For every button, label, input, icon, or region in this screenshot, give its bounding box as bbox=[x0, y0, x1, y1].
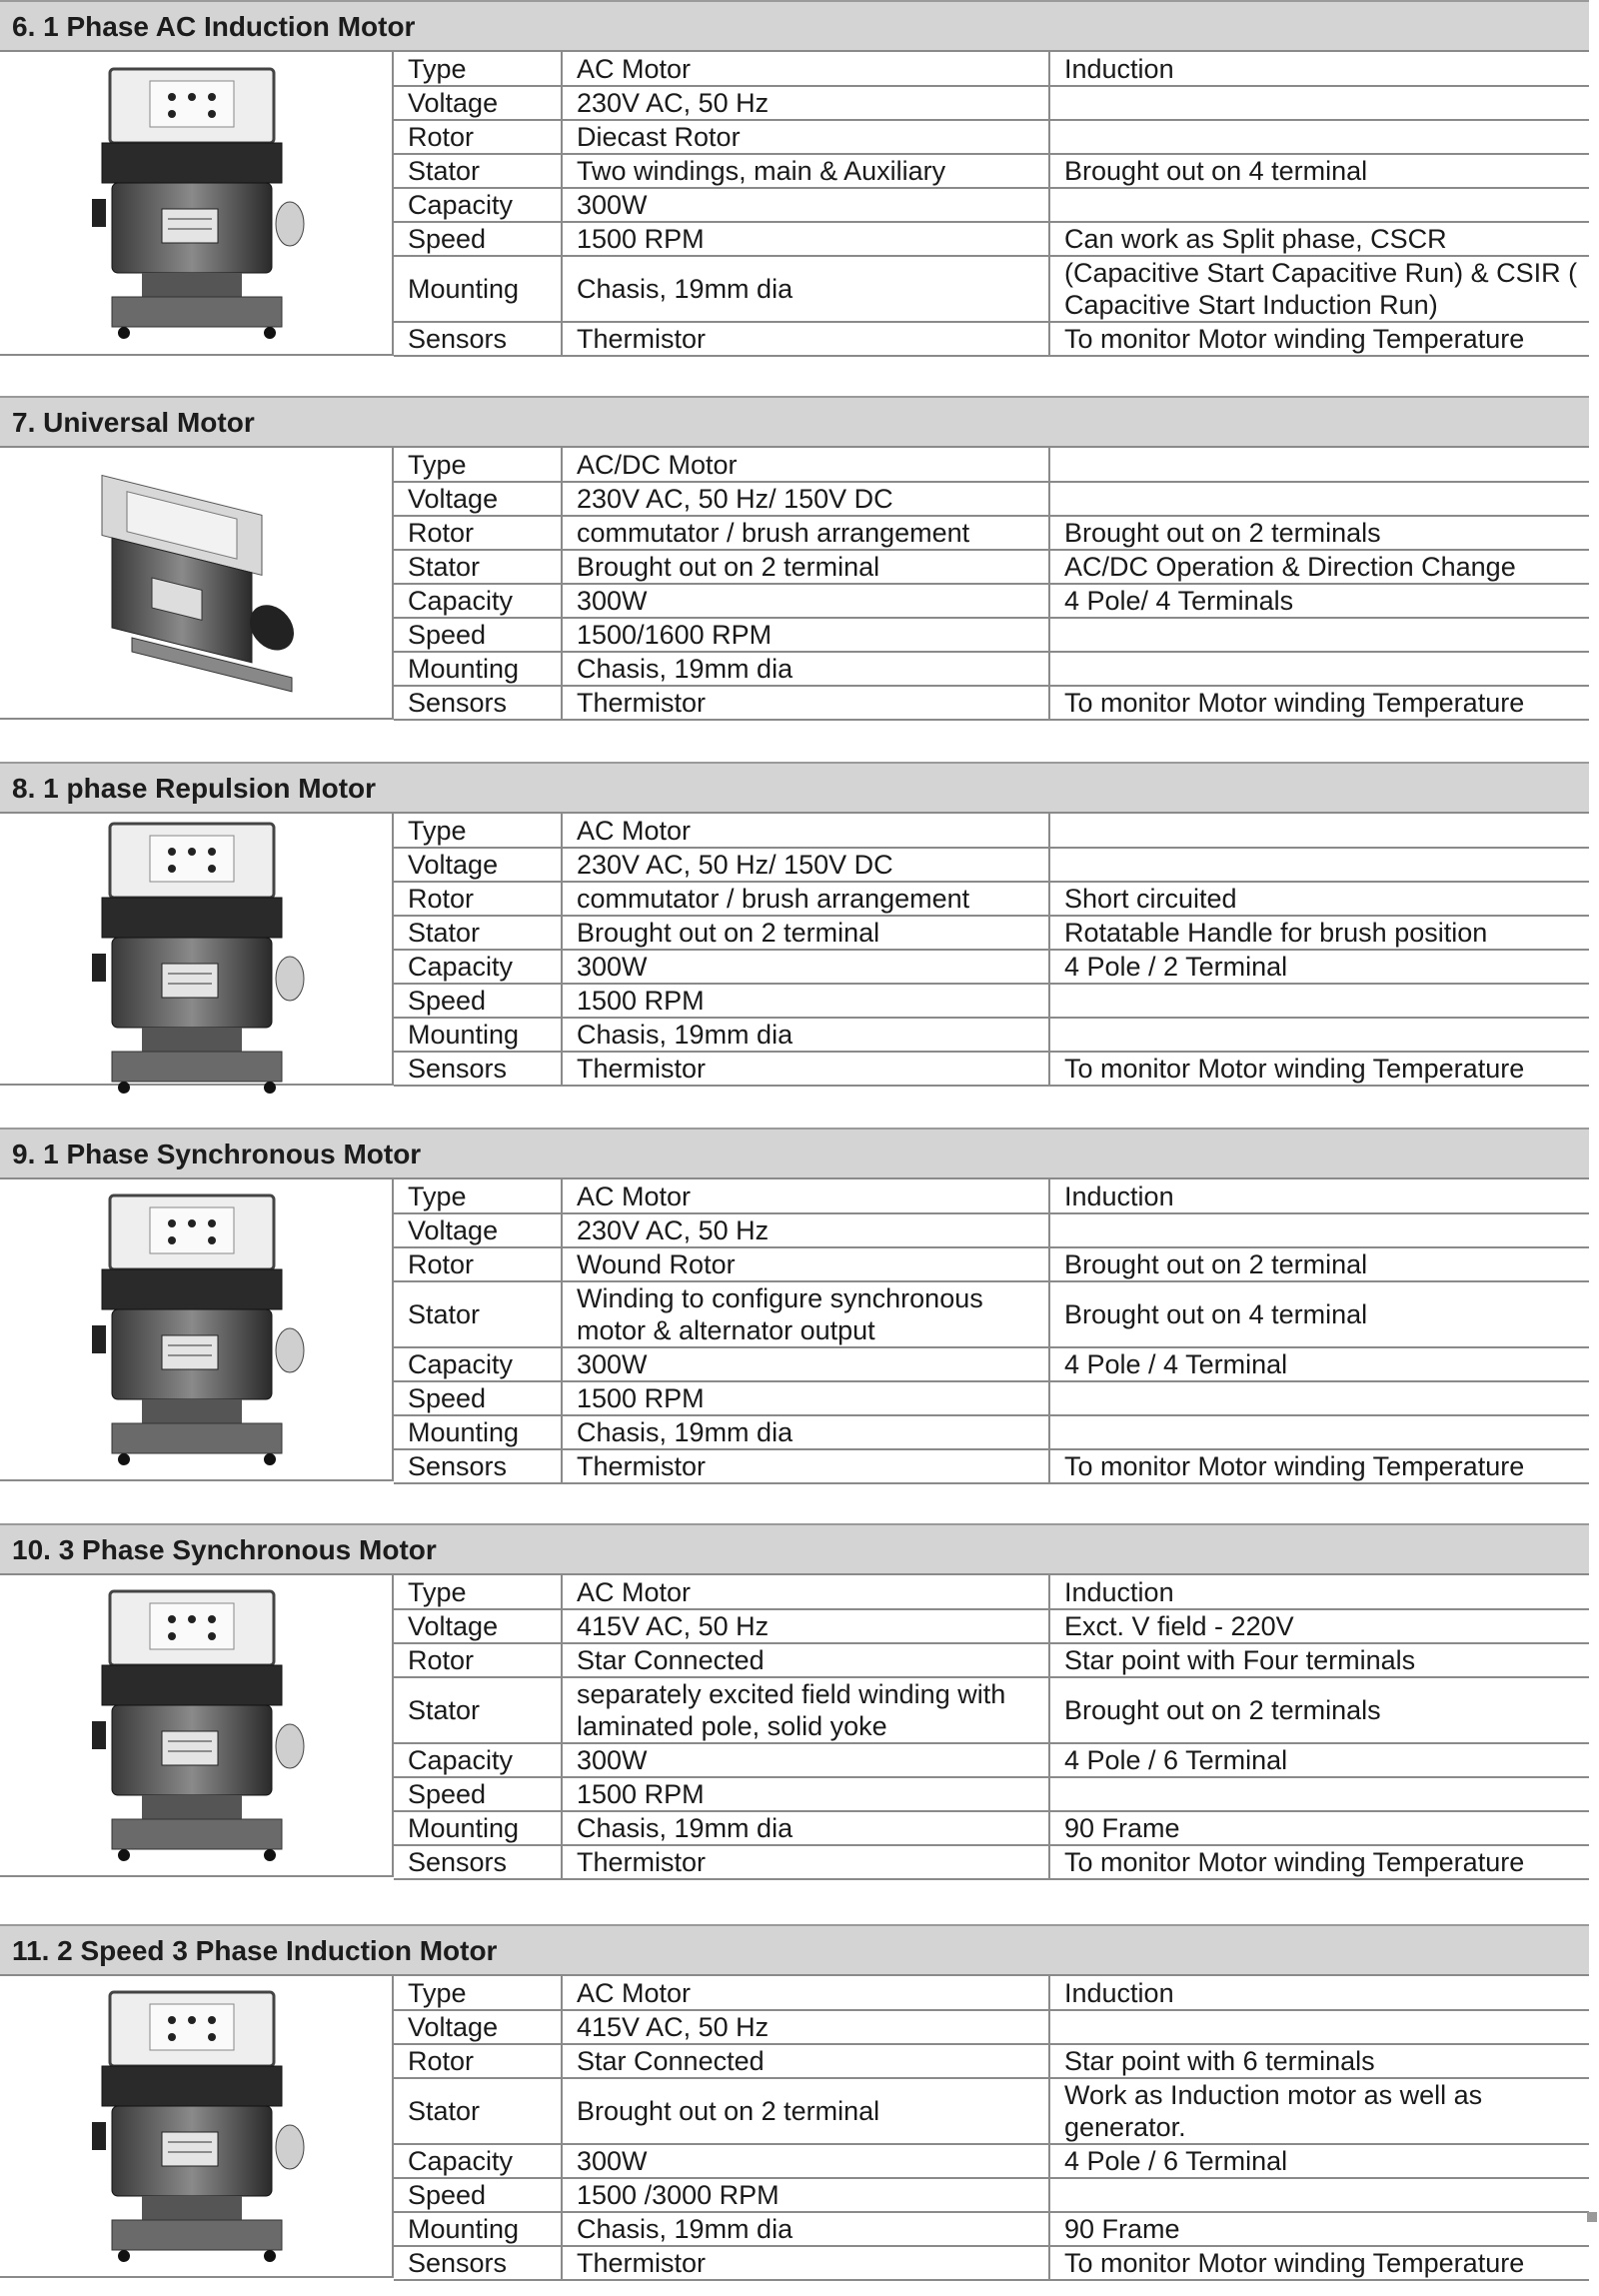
spec-label: Stator bbox=[394, 916, 562, 950]
spec-value: AC Motor bbox=[562, 1179, 1049, 1213]
spec-note bbox=[1049, 848, 1589, 882]
spec-value: 1500 RPM bbox=[562, 222, 1049, 256]
spec-row bbox=[394, 1449, 1589, 1483]
spec-label: Speed bbox=[394, 2178, 562, 2212]
spec-note: Work as Induction motor as well as generator. bbox=[1049, 2078, 1589, 2144]
spec-row bbox=[394, 2144, 1589, 2178]
spec-label: Sensors bbox=[394, 1449, 562, 1483]
spec-value: Thermistor bbox=[562, 1845, 1049, 1879]
spec-label: Voltage bbox=[394, 482, 562, 516]
spec-note: Induction bbox=[1049, 1575, 1589, 1609]
spec-value: 300W bbox=[562, 584, 1049, 618]
spec-value: 1500 RPM bbox=[562, 984, 1049, 1018]
spec-row bbox=[394, 2044, 1589, 2078]
spec-row bbox=[394, 1381, 1589, 1415]
spec-label: Mounting bbox=[394, 2212, 562, 2246]
spec-value: 415V AC, 50 Hz bbox=[562, 2010, 1049, 2044]
spec-note bbox=[1049, 482, 1589, 516]
spec-label: Capacity bbox=[394, 950, 562, 984]
spec-label: Type bbox=[394, 52, 562, 86]
motor-photo-cell bbox=[0, 1976, 394, 2278]
page-edge-mark bbox=[1587, 2212, 1597, 2222]
spec-note bbox=[1049, 2010, 1589, 2044]
spec-label: Stator bbox=[394, 1281, 562, 1347]
spec-row bbox=[394, 1677, 1589, 1743]
spec-value: Chasis, 19mm dia bbox=[562, 2212, 1049, 2246]
spec-value: 230V AC, 50 Hz bbox=[562, 1213, 1049, 1247]
section-title: 8. 1 phase Repulsion Motor bbox=[0, 762, 1589, 814]
spec-note: Exct. V field - 220V bbox=[1049, 1609, 1589, 1643]
spec-label: Type bbox=[394, 1575, 562, 1609]
spec-note: To monitor Motor winding Temperature bbox=[1049, 1845, 1589, 1879]
spec-note bbox=[1049, 652, 1589, 686]
spec-label: Voltage bbox=[394, 86, 562, 120]
spec-label: Voltage bbox=[394, 1609, 562, 1643]
spec-row bbox=[394, 1415, 1589, 1449]
spec-note: 4 Pole / 6 Terminal bbox=[1049, 1743, 1589, 1777]
spec-value: Chasis, 19mm dia bbox=[562, 1811, 1049, 1845]
spec-row bbox=[394, 1845, 1589, 1879]
spec-row bbox=[394, 550, 1589, 584]
motor-photo-cell bbox=[0, 1575, 394, 1877]
spec-label: Sensors bbox=[394, 686, 562, 720]
spec-value: Star Connected bbox=[562, 1643, 1049, 1677]
spec-note bbox=[1049, 2178, 1589, 2212]
spec-note: 90 Frame bbox=[1049, 2212, 1589, 2246]
spec-label: Capacity bbox=[394, 1347, 562, 1381]
spec-row bbox=[394, 1743, 1589, 1777]
spec-note: Brought out on 4 terminal bbox=[1049, 154, 1589, 188]
spec-row bbox=[394, 814, 1589, 848]
spec-value: 1500 RPM bbox=[562, 1381, 1049, 1415]
spec-label: Rotor bbox=[394, 120, 562, 154]
spec-label: Mounting bbox=[394, 1415, 562, 1449]
spec-note: Rotatable Handle for brush position bbox=[1049, 916, 1589, 950]
spec-note: (Capacitive Start Capacitive Run) & CSIR ( Capacitive Start Induction Run) bbox=[1049, 256, 1589, 322]
spec-value: Thermistor bbox=[562, 1052, 1049, 1086]
spec-row bbox=[394, 686, 1589, 720]
spec-value: commutator / brush arrangement bbox=[562, 882, 1049, 916]
spec-note bbox=[1049, 86, 1589, 120]
spec-value: Star Connected bbox=[562, 2044, 1049, 2078]
spec-value: AC Motor bbox=[562, 1976, 1049, 2010]
spec-row bbox=[394, 1976, 1589, 2010]
spec-label: Mounting bbox=[394, 256, 562, 322]
spec-value: commutator / brush arrangement bbox=[562, 516, 1049, 550]
spec-note bbox=[1049, 1213, 1589, 1247]
spec-label: Mounting bbox=[394, 1811, 562, 1845]
spec-label: Rotor bbox=[394, 882, 562, 916]
spec-value: Thermistor bbox=[562, 2246, 1049, 2280]
spec-label: Stator bbox=[394, 550, 562, 584]
spec-label: Type bbox=[394, 1179, 562, 1213]
spec-row bbox=[394, 448, 1589, 482]
spec-row bbox=[394, 1777, 1589, 1811]
spec-value: Chasis, 19mm dia bbox=[562, 1415, 1049, 1449]
spec-label: Capacity bbox=[394, 2144, 562, 2178]
spec-note bbox=[1049, 120, 1589, 154]
spec-value: 415V AC, 50 Hz bbox=[562, 1609, 1049, 1643]
spec-label: Speed bbox=[394, 1777, 562, 1811]
spec-label: Sensors bbox=[394, 322, 562, 356]
spec-label: Stator bbox=[394, 1677, 562, 1743]
spec-label: Capacity bbox=[394, 188, 562, 222]
spec-label: Type bbox=[394, 1976, 562, 2010]
spec-note bbox=[1049, 1381, 1589, 1415]
spec-note: Induction bbox=[1049, 52, 1589, 86]
spec-table bbox=[394, 1179, 1589, 1484]
spec-value: Brought out on 2 terminal bbox=[562, 916, 1049, 950]
spec-note: To monitor Motor winding Temperature bbox=[1049, 686, 1589, 720]
spec-table bbox=[394, 448, 1589, 721]
spec-table bbox=[394, 1976, 1589, 2281]
section-title: 10. 3 Phase Synchronous Motor bbox=[0, 1523, 1589, 1575]
spec-note bbox=[1049, 1018, 1589, 1052]
spec-row bbox=[394, 984, 1589, 1018]
spec-note bbox=[1049, 448, 1589, 482]
spec-note bbox=[1049, 1777, 1589, 1811]
spec-value: 1500 RPM bbox=[562, 1777, 1049, 1811]
spec-row bbox=[394, 618, 1589, 652]
spec-note: 4 Pole / 6 Terminal bbox=[1049, 2144, 1589, 2178]
spec-note bbox=[1049, 984, 1589, 1018]
spec-value: AC/DC Motor bbox=[562, 448, 1049, 482]
spec-value: Brought out on 2 terminal bbox=[562, 550, 1049, 584]
spec-row bbox=[394, 848, 1589, 882]
spec-label: Voltage bbox=[394, 1213, 562, 1247]
spec-row bbox=[394, 2078, 1589, 2144]
spec-label: Mounting bbox=[394, 1018, 562, 1052]
spec-note bbox=[1049, 814, 1589, 848]
spec-label: Speed bbox=[394, 1381, 562, 1415]
spec-table bbox=[394, 1575, 1589, 1880]
spec-row bbox=[394, 1811, 1589, 1845]
spec-value: Thermistor bbox=[562, 1449, 1049, 1483]
spec-value: 230V AC, 50 Hz/ 150V DC bbox=[562, 482, 1049, 516]
spec-label: Sensors bbox=[394, 1052, 562, 1086]
spec-value: AC Motor bbox=[562, 1575, 1049, 1609]
spec-table bbox=[394, 814, 1589, 1087]
spec-row bbox=[394, 584, 1589, 618]
spec-label: Stator bbox=[394, 2078, 562, 2144]
spec-value: Thermistor bbox=[562, 322, 1049, 356]
motor-image-icon bbox=[72, 814, 312, 1104]
spec-note: Brought out on 2 terminals bbox=[1049, 1677, 1589, 1743]
spec-label: Speed bbox=[394, 618, 562, 652]
spec-value: 300W bbox=[562, 188, 1049, 222]
spec-row bbox=[394, 322, 1589, 356]
spec-label: Type bbox=[394, 814, 562, 848]
spec-row bbox=[394, 1281, 1589, 1347]
motor-photo-cell bbox=[0, 448, 394, 720]
spec-row bbox=[394, 882, 1589, 916]
spec-note: To monitor Motor winding Temperature bbox=[1049, 1449, 1589, 1483]
spec-row bbox=[394, 1643, 1589, 1677]
spec-label: Rotor bbox=[394, 1247, 562, 1281]
spec-value: Diecast Rotor bbox=[562, 120, 1049, 154]
spec-row bbox=[394, 222, 1589, 256]
spec-value: 230V AC, 50 Hz/ 150V DC bbox=[562, 848, 1049, 882]
spec-value: Winding to configure synchronous motor & alternator output bbox=[562, 1281, 1049, 1347]
spec-value: Wound Rotor bbox=[562, 1247, 1049, 1281]
spec-row bbox=[394, 2178, 1589, 2212]
spec-note: To monitor Motor winding Temperature bbox=[1049, 1052, 1589, 1086]
spec-row bbox=[394, 482, 1589, 516]
spec-label: Rotor bbox=[394, 1643, 562, 1677]
motor-image-icon bbox=[72, 1185, 312, 1475]
spec-label: Sensors bbox=[394, 2246, 562, 2280]
spec-value: Chasis, 19mm dia bbox=[562, 1018, 1049, 1052]
section-title: 11. 2 Speed 3 Phase Induction Motor bbox=[0, 1924, 1589, 1976]
spec-row bbox=[394, 1018, 1589, 1052]
spec-row bbox=[394, 652, 1589, 686]
spec-row bbox=[394, 516, 1589, 550]
spec-row bbox=[394, 154, 1589, 188]
spec-label: Rotor bbox=[394, 2044, 562, 2078]
spec-note bbox=[1049, 618, 1589, 652]
spec-value: Brought out on 2 terminal bbox=[562, 2078, 1049, 2144]
spec-row bbox=[394, 1213, 1589, 1247]
spec-value: 300W bbox=[562, 1347, 1049, 1381]
spec-note: Can work as Split phase, CSCR bbox=[1049, 222, 1589, 256]
section-title: 9. 1 Phase Synchronous Motor bbox=[0, 1128, 1589, 1179]
spec-note: Brought out on 2 terminal bbox=[1049, 1247, 1589, 1281]
spec-row bbox=[394, 2010, 1589, 2044]
spec-label: Speed bbox=[394, 984, 562, 1018]
spec-label: Capacity bbox=[394, 584, 562, 618]
spec-row bbox=[394, 1052, 1589, 1086]
spec-value: AC Motor bbox=[562, 814, 1049, 848]
spec-value: separately excited field winding with laminated pole, solid yoke bbox=[562, 1677, 1049, 1743]
spec-note: Star point with 6 terminals bbox=[1049, 2044, 1589, 2078]
spec-value: 300W bbox=[562, 1743, 1049, 1777]
spec-label: Type bbox=[394, 448, 562, 482]
spec-note: Brought out on 2 terminals bbox=[1049, 516, 1589, 550]
spec-value: Chasis, 19mm dia bbox=[562, 652, 1049, 686]
spec-row bbox=[394, 950, 1589, 984]
spec-value: Two windings, main & Auxiliary bbox=[562, 154, 1049, 188]
spec-note: Brought out on 4 terminal bbox=[1049, 1281, 1589, 1347]
spec-note: Short circuited bbox=[1049, 882, 1589, 916]
spec-label: Stator bbox=[394, 154, 562, 188]
spec-label: Sensors bbox=[394, 1845, 562, 1879]
spec-row bbox=[394, 86, 1589, 120]
spec-table bbox=[394, 52, 1589, 357]
spec-row bbox=[394, 1247, 1589, 1281]
spec-note: 90 Frame bbox=[1049, 1811, 1589, 1845]
section-title: 7. Universal Motor bbox=[0, 396, 1589, 448]
spec-note bbox=[1049, 1415, 1589, 1449]
spec-note: AC/DC Operation & Direction Change bbox=[1049, 550, 1589, 584]
spec-row bbox=[394, 256, 1589, 322]
spec-row bbox=[394, 2246, 1589, 2280]
spec-note: 4 Pole / 4 Terminal bbox=[1049, 1347, 1589, 1381]
spec-note: Star point with Four terminals bbox=[1049, 1643, 1589, 1677]
motor-image-icon bbox=[72, 448, 312, 738]
spec-row bbox=[394, 2212, 1589, 2246]
spec-label: Voltage bbox=[394, 2010, 562, 2044]
spec-row bbox=[394, 188, 1589, 222]
spec-label: Mounting bbox=[394, 652, 562, 686]
spec-row bbox=[394, 1347, 1589, 1381]
motor-photo-cell bbox=[0, 52, 394, 356]
section-title: 6. 1 Phase AC Induction Motor bbox=[0, 0, 1589, 52]
spec-value: 230V AC, 50 Hz bbox=[562, 86, 1049, 120]
spec-value: Chasis, 19mm dia bbox=[562, 256, 1049, 322]
spec-note: 4 Pole / 2 Terminal bbox=[1049, 950, 1589, 984]
spec-note: To monitor Motor winding Temperature bbox=[1049, 2246, 1589, 2280]
spec-note: 4 Pole/ 4 Terminals bbox=[1049, 584, 1589, 618]
motor-image-icon bbox=[72, 1581, 312, 1871]
spec-value: AC Motor bbox=[562, 52, 1049, 86]
spec-row bbox=[394, 120, 1589, 154]
motor-image-icon bbox=[72, 59, 312, 349]
spec-row bbox=[394, 1179, 1589, 1213]
spec-value: Thermistor bbox=[562, 686, 1049, 720]
spec-note: Induction bbox=[1049, 1976, 1589, 2010]
spec-row bbox=[394, 1609, 1589, 1643]
spec-row bbox=[394, 52, 1589, 86]
spec-label: Rotor bbox=[394, 516, 562, 550]
motor-photo-cell bbox=[0, 814, 394, 1086]
motor-image-icon bbox=[72, 1982, 312, 2272]
spec-note: To monitor Motor winding Temperature bbox=[1049, 322, 1589, 356]
spec-value: 300W bbox=[562, 2144, 1049, 2178]
spec-label: Capacity bbox=[394, 1743, 562, 1777]
spec-label: Speed bbox=[394, 222, 562, 256]
motor-photo-cell bbox=[0, 1179, 394, 1481]
spec-note: Induction bbox=[1049, 1179, 1589, 1213]
spec-row bbox=[394, 1575, 1589, 1609]
spec-label: Voltage bbox=[394, 848, 562, 882]
spec-note bbox=[1049, 188, 1589, 222]
spec-value: 1500/1600 RPM bbox=[562, 618, 1049, 652]
spec-row bbox=[394, 916, 1589, 950]
spec-value: 1500 /3000 RPM bbox=[562, 2178, 1049, 2212]
spec-value: 300W bbox=[562, 950, 1049, 984]
